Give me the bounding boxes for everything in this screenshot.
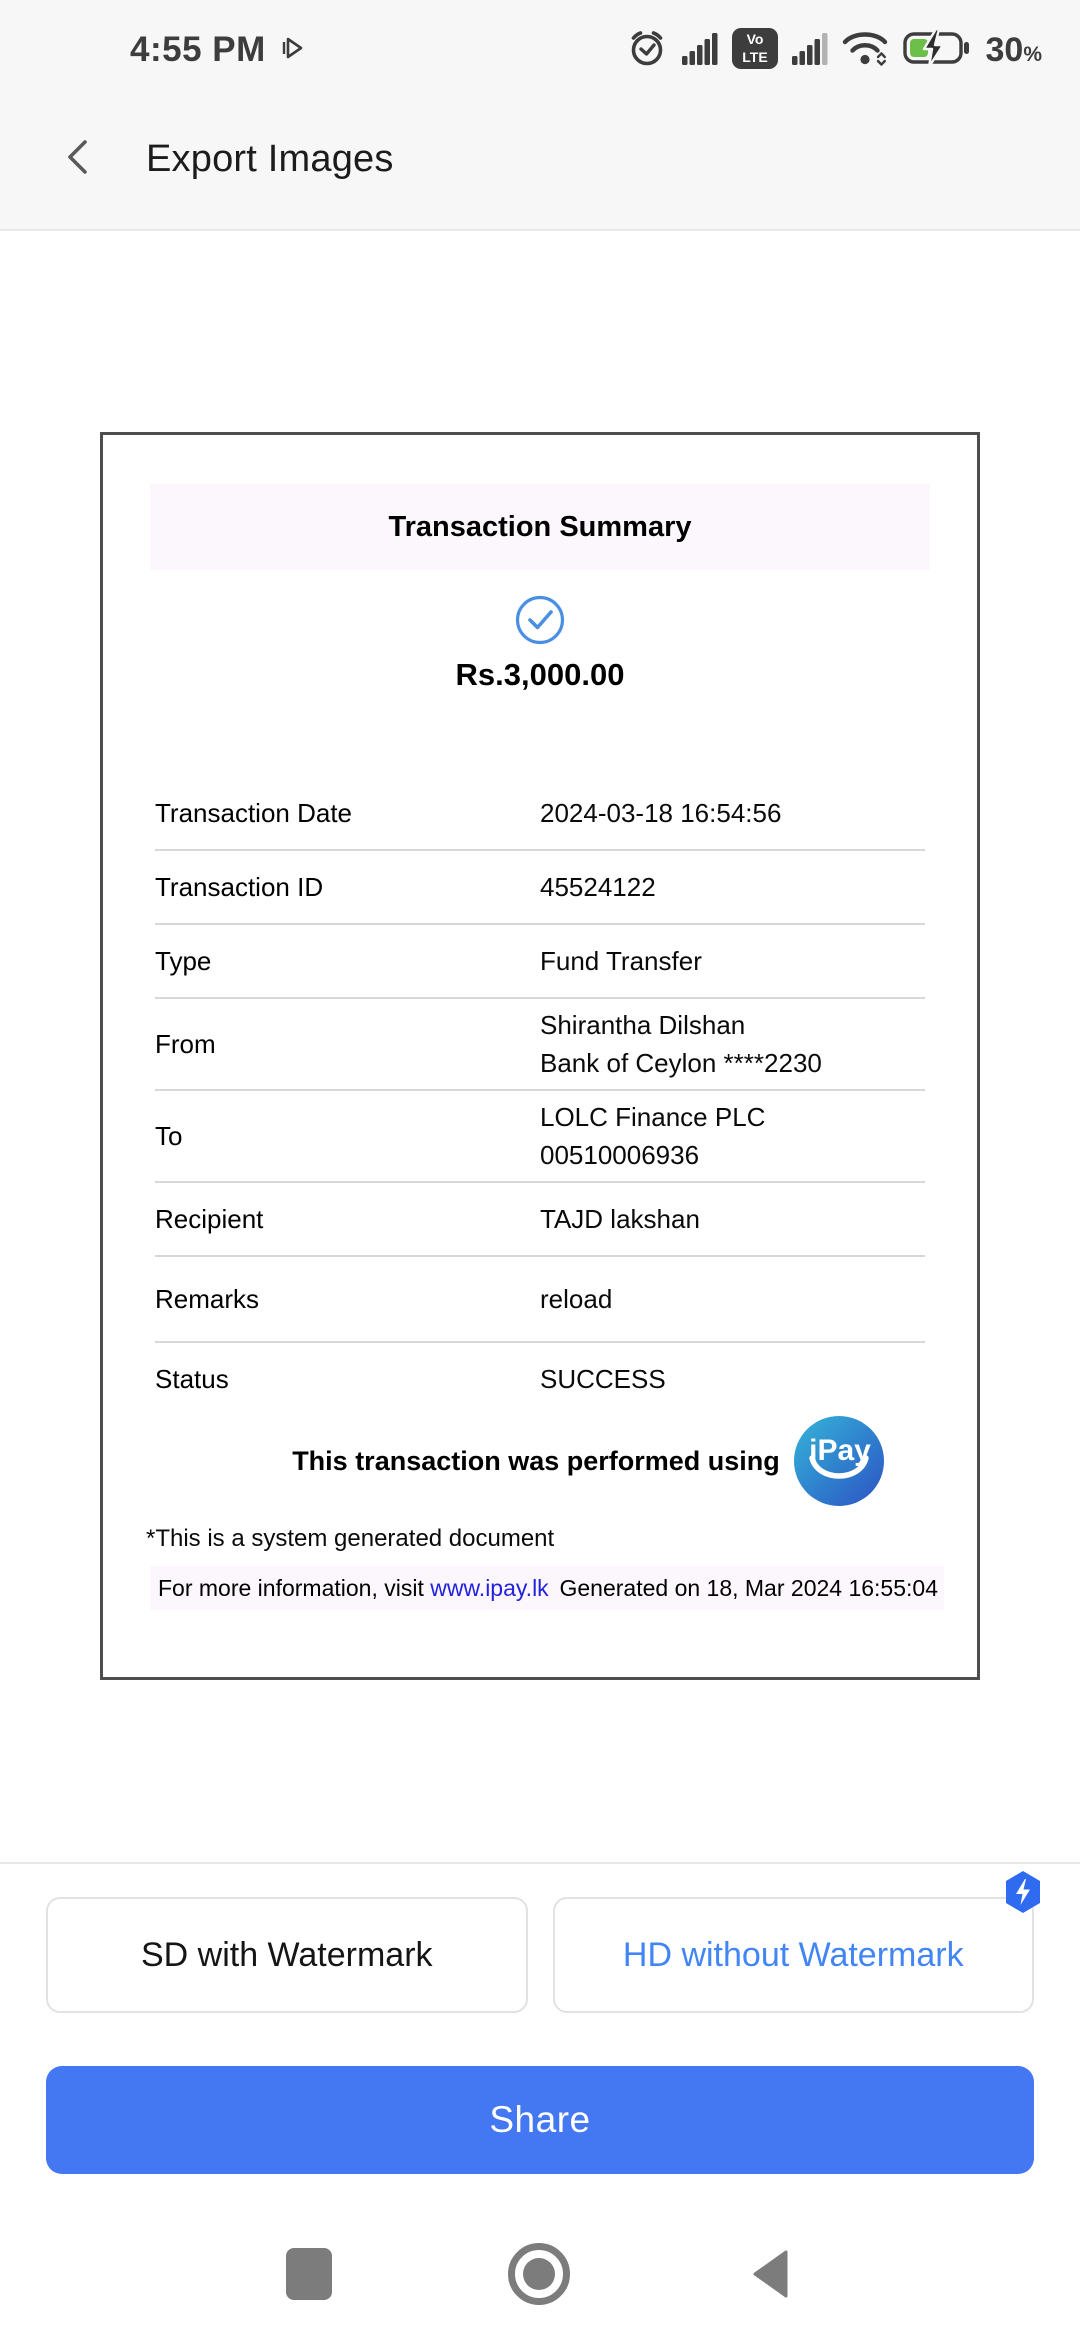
receipt-row-value (540, 1006, 925, 1082)
share-button-label: Share (489, 2099, 591, 2140)
export-options-row (46, 1897, 1034, 2013)
receipt-row-label: Transaction Date (155, 798, 353, 828)
transaction-amount: Rs.3,000.00 (455, 657, 625, 692)
receipt-preview-card (100, 432, 980, 1680)
receipt-row-label: Type (155, 946, 212, 976)
bottom-sheet-divider (0, 1862, 1080, 1864)
system-generated-note: *This is a system generated document (146, 1525, 555, 1552)
signal-bars-icon (681, 28, 719, 73)
svg-text:iPay: iPay (808, 1434, 871, 1467)
receipt-table (155, 777, 925, 1415)
screen-cast-icon (280, 34, 306, 67)
signal-bars-2-icon (791, 28, 829, 73)
receipt-row-label: Recipient (155, 1204, 264, 1234)
receipt-row-value (540, 1098, 925, 1174)
hd-button-label: HD without Watermark (622, 1935, 964, 1974)
clock-time: 4:55 PM (130, 30, 266, 69)
back-chevron-icon (59, 133, 97, 186)
status-bar (0, 0, 1080, 90)
footer-info-text: For more information, visit www.ipay.lk (158, 1574, 549, 1601)
app-bar (0, 90, 1080, 231)
receipt-title: Transaction Summary (388, 510, 692, 543)
receipt-value-line: TAJD lakshan (540, 1204, 700, 1234)
volte-badge-icon (731, 25, 779, 76)
page-title: Export Images (146, 138, 394, 180)
receipt-row-value (540, 797, 925, 829)
receipt-row (155, 1091, 925, 1183)
home-button-icon[interactable] (508, 2243, 570, 2305)
svg-text:LTE: LTE (742, 48, 769, 65)
receipt-value-line: SUCCESS (540, 1364, 666, 1394)
sd-button-label: SD with Watermark (140, 1935, 433, 1974)
android-nav-bar (0, 2194, 1080, 2340)
receipt-row-value (540, 1203, 925, 1235)
hd-without-watermark-button[interactable] (553, 1897, 1035, 2013)
receipt-row (155, 1183, 925, 1257)
receipt-footer-band (150, 1566, 944, 1610)
ipay-logo (794, 1416, 884, 1506)
recents-button-icon[interactable] (286, 2248, 332, 2300)
receipt-row (155, 777, 925, 851)
receipt-row-value (540, 945, 925, 977)
receipt-value-line: 00510006936 (540, 1140, 700, 1170)
premium-lightning-badge-icon (1002, 1869, 1044, 1915)
receipt-row-value (540, 1283, 925, 1315)
receipt-row (155, 1257, 925, 1343)
receipt-value-line: Fund Transfer (540, 946, 702, 976)
nav-back-button-icon[interactable] (746, 2246, 794, 2302)
battery-percent: 30% (985, 30, 1042, 69)
receipt-row-label: Remarks (155, 1284, 260, 1314)
receipt-row-value (540, 871, 925, 903)
receipt-row-label: Status (155, 1364, 229, 1394)
receipt-value-line: 2024-03-18 16:54:56 (540, 798, 782, 828)
receipt-row-value (540, 1363, 925, 1395)
alarm-icon (625, 26, 669, 75)
receipt-row-label: To (155, 1121, 183, 1151)
receipt-row (155, 925, 925, 999)
receipt-row (155, 851, 925, 925)
receipt-value-line: Shirantha Dilshan (540, 1010, 746, 1040)
receipt-row-label: Transaction ID (155, 872, 324, 902)
generated-timestamp: Generated on 18, Mar 2024 16:55:04 (559, 1574, 938, 1601)
receipt-value-line: 45524122 (540, 872, 656, 902)
receipt-value-line: LOLC Finance PLC (540, 1102, 766, 1132)
back-button[interactable] (48, 130, 108, 190)
receipt-row (155, 999, 925, 1091)
receipt-row (155, 1343, 925, 1415)
sd-with-watermark-button[interactable] (46, 1897, 528, 2013)
success-check-icon (514, 594, 566, 651)
battery-charging-icon (903, 28, 973, 73)
performed-using-row (103, 1415, 977, 1507)
receipt-title-band (150, 484, 930, 570)
performed-using-text: This transaction was performed using (292, 1445, 780, 1476)
receipt-value-line: reload (540, 1284, 613, 1314)
wifi-icon (841, 26, 891, 75)
receipt-value-line: Bank of Ceylon ****2230 (540, 1048, 822, 1078)
receipt-row-label: From (155, 1029, 216, 1059)
svg-text:Vo: Vo (747, 30, 764, 47)
ipay-link: www.ipay.lk (430, 1574, 549, 1601)
share-button[interactable] (46, 2066, 1034, 2174)
